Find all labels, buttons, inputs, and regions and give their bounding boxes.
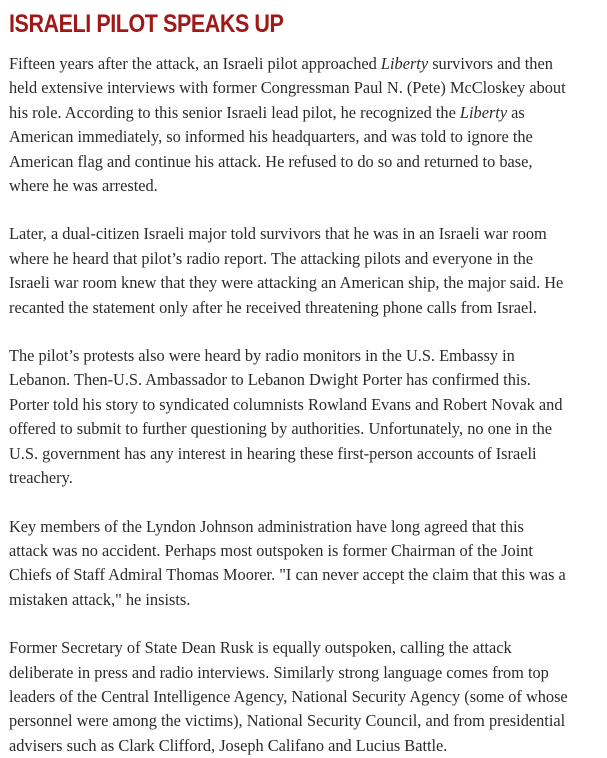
text-segment: recanted the statement only after he received threatening phone calls from Israel. [9, 297, 537, 317]
text-segment: Porter told his story to syndicated columnists Rowland Evans and Robert Novak and [9, 394, 563, 414]
text-segment: deliberate in press and radio interviews. Similarly strong language comes from top [9, 662, 549, 682]
text-segment: survivors and then [428, 54, 553, 73]
text-segment: Later, a dual-citizen Israeli major told survivors that he was in an Israeli war room [9, 224, 547, 244]
text-segment: advisers such as Clark Clifford, Joseph Califano and Lucius Battle. [9, 735, 448, 755]
text-line [9, 563, 597, 587]
text-line [9, 150, 597, 174]
text-line [9, 442, 597, 466]
text-segment: Chiefs of Staff Admiral Thomas Moorer. "I can never accept the claim that this was a [9, 565, 566, 585]
text-line [9, 417, 597, 441]
text-segment: Lebanon. Then-U.S. Ambassador to Lebanon Dwight Porter has confirmed this. [9, 370, 531, 390]
text-segment: held extensive interviews with former Congressman Paul N. (Pete) McCloskey about [9, 78, 566, 98]
text-segment: where he was arrested. [9, 176, 158, 196]
article-title: ISRAELI PILOT SPEAKS UP [9, 10, 284, 38]
text-segment: offered to submit to further questioning by authorities. Unfortunately, no one in the [9, 419, 553, 439]
text-line [9, 52, 597, 76]
text-line [9, 125, 597, 149]
article [9, 0, 599, 758]
text-line [9, 466, 597, 490]
ship-name-italic: Liberty [459, 102, 508, 122]
text-segment: mistaken attack," he insists. [9, 589, 191, 609]
text-line [9, 101, 597, 125]
text-line [9, 271, 597, 295]
text-line [9, 174, 597, 198]
text-segment: as [507, 102, 525, 122]
text-line [9, 393, 597, 417]
text-line [9, 734, 597, 758]
text-segment: Former Secretary of State Dean Rusk is equally outspoken, calling the attack [9, 638, 512, 658]
text-line [9, 296, 597, 320]
text-line [9, 515, 597, 539]
text-segment: his role. According to this senior Israeli lead pilot, he recognized the [9, 102, 460, 122]
paragraph-2 [9, 222, 599, 320]
text-segment: Israeli war room knew that they were attacking an American ship, the major said. He [9, 273, 564, 293]
text-segment: treachery. [9, 468, 73, 488]
text-line [9, 344, 597, 368]
text-segment: The pilot’s protests also were heard by radio monitors in the U.S. Embassy in [9, 346, 515, 366]
text-line [9, 76, 597, 100]
text-segment: Key members of the Lyndon Johnson administration have long agreed that this [9, 516, 524, 536]
ship-name-italic: Liberty [380, 54, 429, 73]
text-line [9, 709, 597, 733]
text-segment: where he heard that pilot’s radio report. The attacking pilots and everyone in the [9, 248, 534, 268]
text-segment: American flag and continue his attack. He refused to do so and returned to base, [9, 151, 533, 171]
text-line [9, 636, 597, 660]
text-line [9, 222, 597, 246]
text-line [9, 368, 597, 392]
paragraph-1 [9, 52, 599, 198]
text-segment: leaders of the Central Intelligence Agency, National Security Agency (some of whose [9, 686, 568, 706]
text-line [9, 539, 597, 563]
text-line [9, 661, 597, 685]
text-segment: U.S. government has any interest in hearing these first-person accounts of Israeli [9, 443, 537, 463]
paragraph-5 [9, 636, 599, 758]
text-segment: attack was no accident. Perhaps most outspoken is former Chairman of the Joint [9, 540, 533, 560]
article-body [9, 52, 599, 758]
text-line [9, 588, 597, 612]
text-segment: Fifteen years after the attack, an Israeli pilot approached [9, 54, 381, 73]
text-segment: American immediately, so informed his headquarters, and was told to ignore the [9, 127, 533, 147]
paragraph-4 [9, 515, 599, 613]
text-segment: personnel were among the victims), National Security Council, and from presidential [9, 711, 566, 731]
text-line [9, 685, 597, 709]
text-line [9, 247, 597, 271]
paragraph-3 [9, 344, 599, 490]
